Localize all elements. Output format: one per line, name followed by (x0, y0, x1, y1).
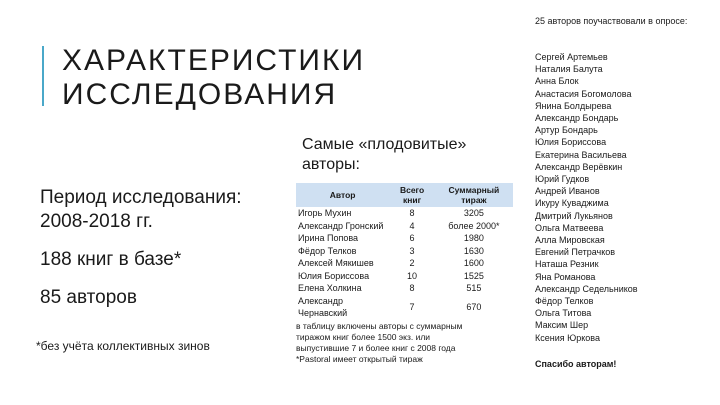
circulation-cell: 1980 (463, 233, 484, 244)
thanks-text: Спасибо авторам! (535, 358, 617, 369)
circulation-cell: 1600 (463, 258, 484, 269)
table-note-line: тиражом книг более 1500 экз. или (296, 332, 431, 342)
table-row (296, 295, 513, 319)
books-count-cell: 2 (409, 258, 415, 269)
participant-name: Янина Болдырева (535, 100, 612, 111)
table-note (296, 321, 516, 365)
author-name-cell: Фёдор Телков (298, 245, 357, 256)
participant-name: Ксения Юркова (535, 332, 600, 343)
participant-name: Ольга Титова (535, 308, 592, 319)
circulation-cell: 515 (466, 283, 482, 294)
fact-books: 188 книг в базе* (40, 249, 182, 270)
participant-name: Екатерина Васильева (535, 149, 627, 160)
participant-name: Юлия Бориссова (535, 137, 607, 148)
slide-title (62, 44, 365, 112)
participant-name: Александр Верёвкин (535, 161, 623, 172)
slide-title-line-2: ИССЛЕДОВАНИЯ (62, 78, 338, 111)
participant-name: Юрий Гудков (535, 174, 590, 185)
participants-header: 25 авторов поучаствовали в опросе: (535, 16, 688, 26)
participant-name: Алла Мировская (535, 235, 605, 246)
participant-name: Андрей Иванов (535, 186, 600, 197)
participant-name: Наташа Резник (535, 259, 599, 270)
participants-list (535, 51, 715, 344)
books-count-cell: 3 (409, 245, 415, 256)
table-note-line: *Pastoral имеет открытый тираж (296, 354, 423, 364)
author-name-cell: Игорь Мухин (298, 208, 352, 219)
participants-panel (535, 14, 715, 369)
circulation-cell: 3205 (463, 208, 484, 219)
column-header-circulation: Суммарный тираж (435, 183, 513, 207)
participant-name: Ольга Матвеева (535, 222, 604, 233)
slide-title-line-1: ХАРАКТЕРИСТИКИ (62, 44, 366, 77)
participant-name: Александр Седельников (535, 283, 638, 294)
books-count-cell: 10 (407, 270, 418, 281)
participant-name: Наталия Балута (535, 64, 603, 75)
table-row (296, 207, 513, 220)
author-name-cell: Ирина Попова (298, 233, 359, 244)
author-name-cell: Александр Чернавский (298, 295, 348, 318)
circulation-cell: 670 (466, 301, 482, 312)
table-note-line: выпустившие 7 и более книг с 2008 года (296, 343, 456, 353)
table-row (296, 245, 513, 258)
table-row (296, 232, 513, 245)
column-header-author: Автор (296, 183, 389, 207)
author-name-cell: Юлия Бориссова (298, 270, 370, 281)
books-count-cell: 7 (409, 301, 415, 312)
study-facts (40, 186, 290, 324)
circulation-cell: 1525 (463, 270, 484, 281)
participant-name: Яна Романова (535, 271, 596, 282)
participant-name: Максим Шер (535, 320, 589, 331)
table-row (296, 257, 513, 270)
author-name-cell: Елена Холкина (298, 283, 362, 294)
circulation-cell: 1630 (463, 245, 484, 256)
prolific-authors-table (296, 183, 513, 319)
participant-name: Фёдор Телков (535, 296, 594, 307)
participant-name: Артур Бондарь (535, 125, 598, 136)
participant-name: Сергей Артемьев (535, 52, 608, 62)
footnote: *без учёта коллективных зинов (36, 339, 210, 353)
table-row (296, 220, 513, 233)
table-body (296, 207, 513, 319)
table-row (296, 270, 513, 283)
column-header-books: Всего книг (389, 183, 435, 207)
prolific-authors-heading: Самые «плодовитые» авторы: (302, 136, 467, 173)
author-name-cell: Алексей Мякишев (298, 258, 374, 269)
author-name-cell: Александр Гронский (298, 220, 384, 231)
table-row (296, 282, 513, 295)
table-note-line: в таблицу включены авторы с суммарным (296, 321, 463, 331)
circulation-cell: более 2000* (448, 220, 500, 231)
table-header-row (296, 183, 513, 207)
fact-authors: 85 авторов (40, 287, 137, 308)
books-count-cell: 6 (409, 233, 415, 244)
participant-name: Евгений Петрачков (535, 247, 616, 258)
books-count-cell: 8 (409, 208, 415, 219)
title-accent-bar (42, 46, 44, 106)
fact-period: Период исследования: 2008-2018 гг. (40, 187, 242, 232)
participant-name: Икуру Куваджима (535, 198, 609, 209)
participant-name: Дмитрий Лукьянов (535, 210, 613, 221)
participant-name: Александр Бондарь (535, 113, 619, 124)
participant-name: Анна Блок (535, 76, 579, 87)
books-count-cell: 4 (409, 220, 415, 231)
participant-name: Анастасия Богомолова (535, 88, 632, 99)
books-count-cell: 8 (409, 283, 415, 294)
